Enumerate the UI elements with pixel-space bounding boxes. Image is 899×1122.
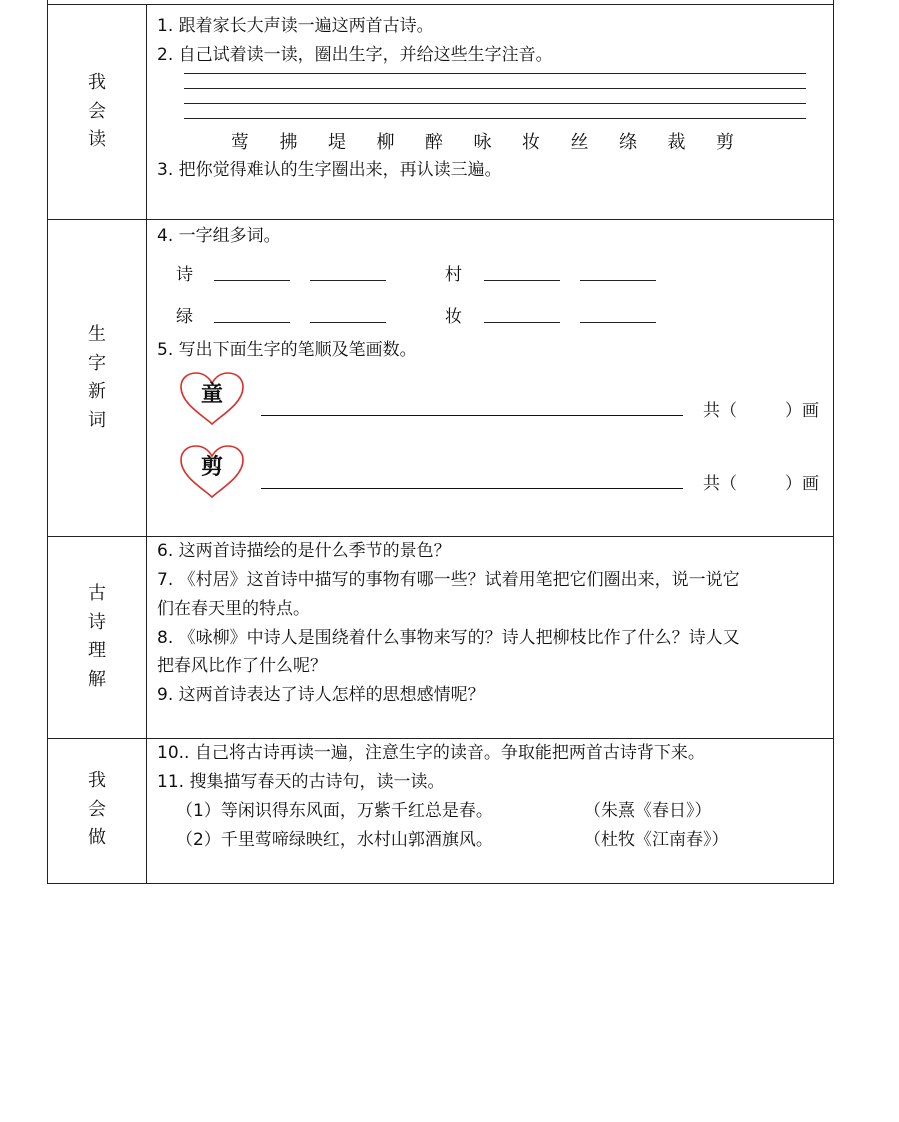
new-character: 拂: [279, 132, 298, 153]
section-label-understanding: 古 诗 理 解: [88, 583, 106, 690]
poem-line: （2）千里莺啼绿映红，水村山郭酒旗风。: [176, 830, 493, 850]
question-8: 8. 《咏柳》中诗人是围绕着什么事物来写的？诗人把柳枝比作了什么？诗人又: [157, 628, 740, 648]
question-10: 10.. 自己将古诗再读一遍，注意生字的读音。争取能把两首古诗背下来。: [157, 743, 705, 763]
new-character: 柳: [376, 132, 395, 153]
answer-blank[interactable]: [310, 280, 386, 281]
writing-line: [184, 88, 806, 89]
column-divider: [146, 4, 147, 884]
question-11: 11. 搜集描写春天的古诗句，读一读。: [157, 772, 445, 792]
stroke-character: 剪: [200, 454, 223, 480]
new-character: 裁: [667, 132, 686, 153]
poem-source: （杜牧《江南春》）: [584, 830, 729, 850]
section-label-words: 生 字 新 词: [88, 324, 106, 431]
stroke-count: 共（ ）画: [703, 401, 819, 421]
section-label-reading: 我 会 读: [88, 72, 106, 150]
heart-frame: [178, 443, 246, 501]
question-7-cont: 们在春天里的特点。: [157, 599, 310, 619]
row-divider: [48, 536, 833, 537]
table-bottom-border: [48, 883, 833, 884]
new-character: 堤: [328, 132, 346, 153]
word-char: 诗: [176, 265, 193, 285]
new-character: 剪: [716, 132, 734, 153]
question-3: 3. 把你觉得难认的生字圈出来，再认读三遍。: [157, 160, 502, 180]
question-7: 7. 《村居》这首诗中描写的事物有哪一些？试着用笔把它们圈出来，说一说它: [157, 570, 740, 590]
new-characters: [231, 128, 765, 154]
table-top-border: [48, 4, 833, 5]
question-8-cont: 把春风比作了什么呢？: [157, 656, 327, 676]
poem-source: （朱熹《春日》）: [584, 801, 712, 821]
answer-blank[interactable]: [214, 280, 290, 281]
worksheet-table: [47, 0, 834, 884]
row-divider: [48, 219, 833, 220]
question-5: 5. 写出下面生字的笔顺及笔画数。: [157, 340, 417, 360]
word-char: 村: [445, 265, 462, 285]
heart-frame: [178, 370, 246, 428]
stroke-character: 童: [200, 381, 223, 407]
answer-blank[interactable]: [580, 280, 656, 281]
stroke-order-line[interactable]: [261, 415, 683, 416]
question-4: 4. 一字组多词。: [157, 226, 281, 246]
stroke-count: 共（ ）画: [703, 474, 819, 494]
new-character: 绦: [619, 132, 637, 153]
question-6: 6. 这两首诗描绘的是什么季节的景色？: [157, 541, 451, 561]
question-9: 9. 这两首诗表达了诗人怎样的思想感情呢？: [157, 685, 485, 705]
question-2: 2. 自己试着读一读，圈出生字，并给这些生字注音。: [157, 45, 553, 65]
section-label-doing: 我 会 做: [88, 770, 106, 848]
new-character: 莺: [231, 132, 249, 153]
new-character: 咏: [473, 132, 492, 153]
poem-line: （1）等闲识得东风面，万紫千红总是春。: [176, 801, 493, 821]
writing-line: [184, 118, 806, 119]
question-1: 1. 跟着家长大声读一遍这两首古诗。: [157, 16, 434, 36]
answer-blank[interactable]: [214, 322, 290, 323]
new-character: 丝: [570, 132, 589, 153]
stroke-order-line[interactable]: [261, 488, 683, 489]
answer-blank[interactable]: [310, 322, 386, 323]
row-divider: [48, 738, 833, 739]
writing-line: [184, 73, 806, 74]
word-char: 妆: [445, 307, 462, 327]
word-char: 绿: [176, 307, 193, 327]
new-character: 醉: [425, 132, 443, 153]
writing-line: [184, 103, 806, 104]
answer-blank[interactable]: [484, 280, 560, 281]
answer-blank[interactable]: [484, 322, 560, 323]
answer-blank[interactable]: [580, 322, 656, 323]
new-character: 妆: [522, 132, 540, 153]
